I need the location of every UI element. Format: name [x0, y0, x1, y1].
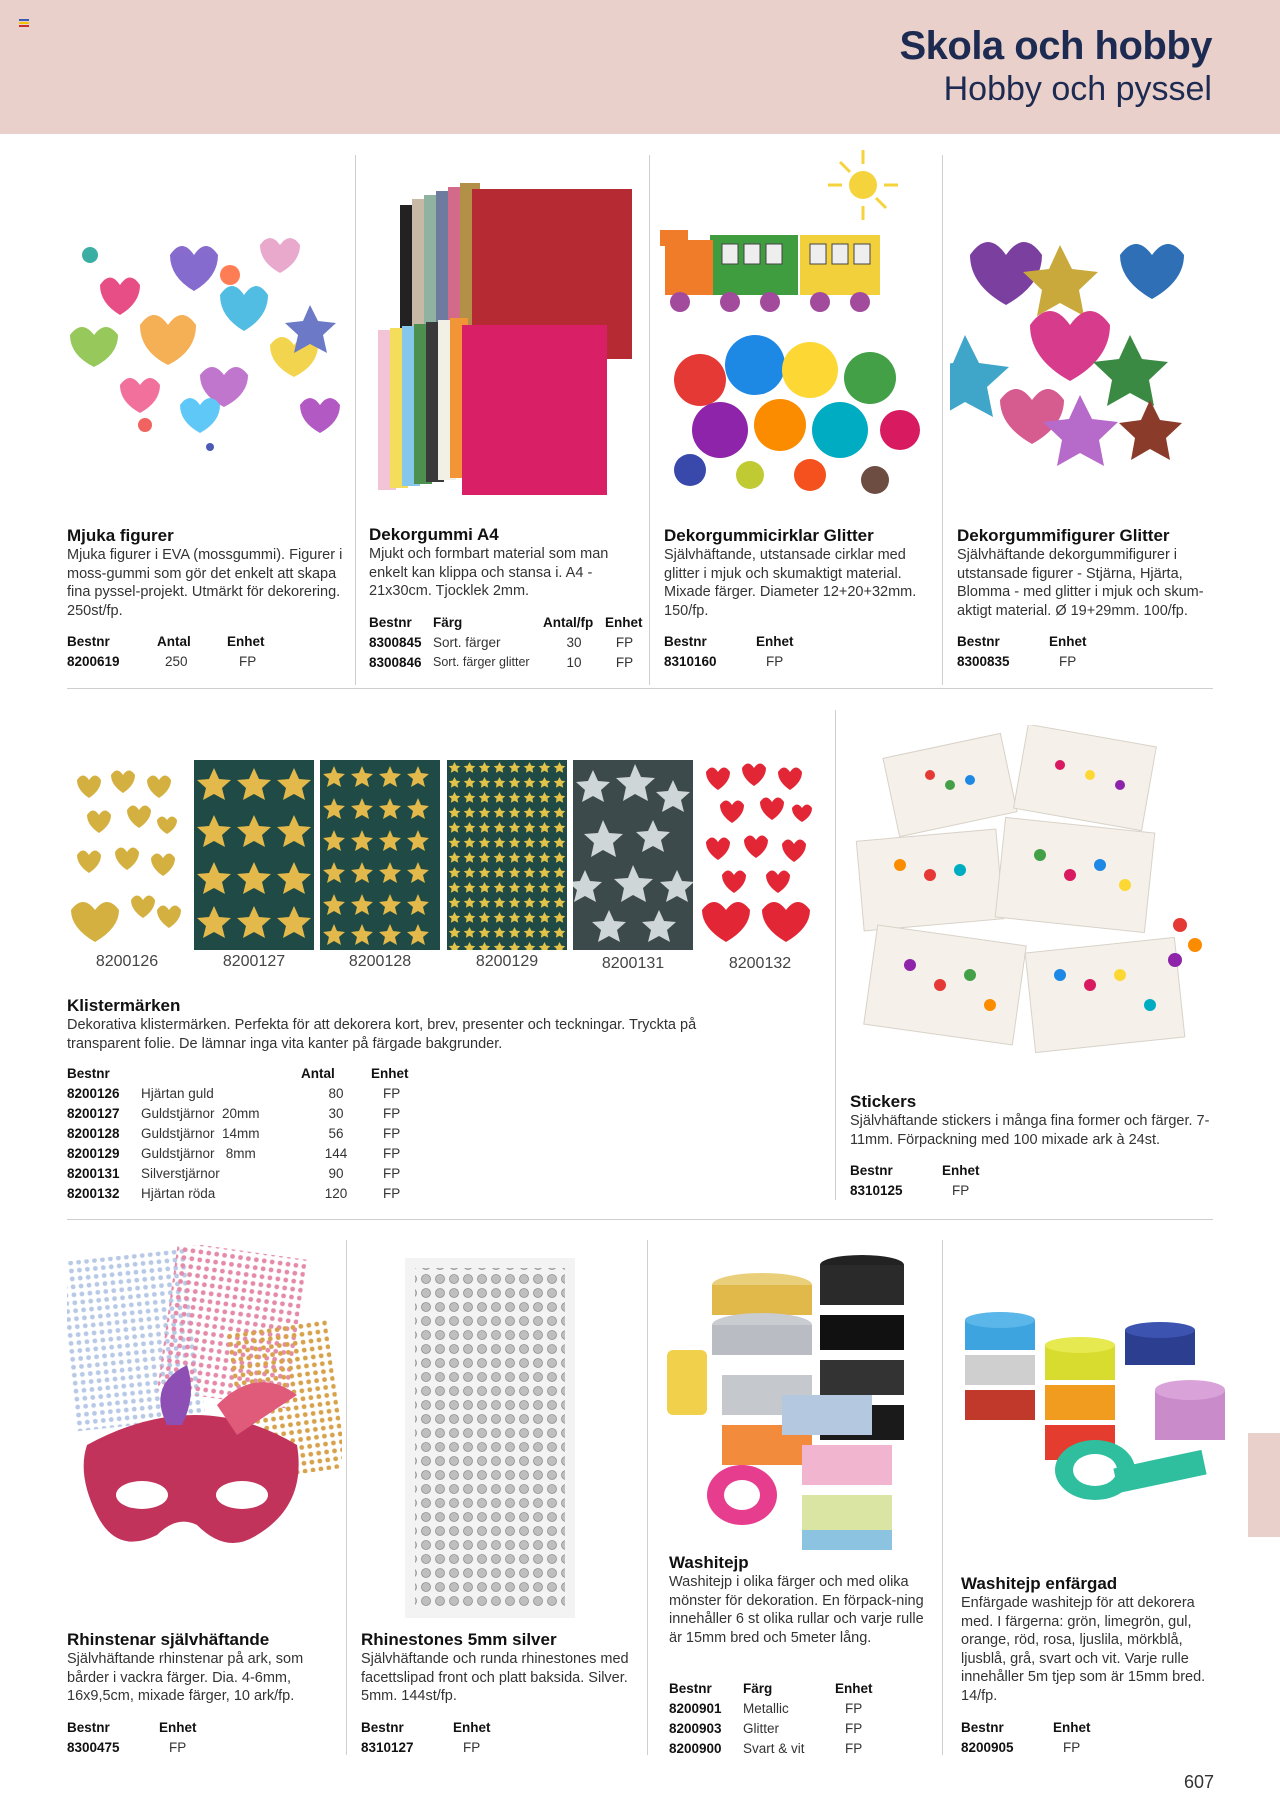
table-row: 8200905 FP — [961, 1739, 1081, 1755]
sticker-sheet-goldstars-20 — [194, 760, 314, 950]
cirklar-title: Dekorgummicirklar Glitter — [664, 526, 874, 545]
mjuka-table: Bestnr Antal Enhet 8200619 250 FP — [67, 631, 277, 671]
flag-icon — [19, 19, 29, 27]
sticker-sheet-goldstars-8 — [447, 760, 567, 950]
washi-enfargad-title: Washitejp enfärgad — [961, 1574, 1118, 1593]
dekorgummifigurer-image — [950, 225, 1200, 470]
divider — [942, 1240, 943, 1755]
sticker-sheet-hearts-red — [700, 760, 820, 950]
divider — [346, 1240, 347, 1755]
table-row: 8300475 FP — [67, 1739, 187, 1755]
figurer-glitter-title: Dekorgummifigurer Glitter — [957, 526, 1170, 545]
divider — [67, 1219, 1213, 1220]
rhinstenar-title: Rhinstenar självhäftande — [67, 1630, 270, 1649]
sticker-sheet-goldstars-14 — [320, 760, 440, 950]
stickers-image — [850, 725, 1215, 1070]
washitejp-image — [662, 1245, 927, 1555]
washi-table: Bestnr Färg Enhet 8200901 Metallic FP 8200903 Glitter FP 8200900 Svart & vit FP — [669, 1678, 889, 1758]
rhinestones-table: Bestnr Enhet 8310127 FP — [361, 1717, 521, 1757]
divider — [355, 155, 356, 685]
washi-desc: Washitejp i olika färger och med olika mönster för dekoration. En förpack-ning innehåller 6 st olika rullar och varje rulle är 15mm bred och 5meter lång. — [669, 1574, 924, 1646]
washi-enfargad-table: Bestnr Enhet 8200905 FP — [961, 1717, 1121, 1757]
divider — [835, 710, 836, 1200]
table-row: 8200129 Guldstjärnor 8mm 144 FP — [67, 1145, 401, 1161]
rhinestones-silver-image — [405, 1258, 575, 1618]
rhinstenar-image — [67, 1245, 342, 1600]
page-subtitle: Hobby och pyssel — [943, 70, 1212, 108]
washitejp-enfargad-image — [955, 1300, 1225, 1520]
stickers-title: Stickers — [850, 1092, 917, 1111]
table-row: 8310125 FP — [850, 1182, 970, 1198]
rhinstenar-desc: Självhäftande rhinstenar på ark, som bårder i vackra färger. Dia. 4-6mm, 16x9,5cm, mixade färger, 10 ark/fp. — [67, 1651, 304, 1704]
table-row: 8200131 Silverstjärnor 90 FP — [67, 1165, 401, 1181]
table-row: 8200128 Guldstjärnor 14mm 56 FP — [67, 1125, 401, 1141]
klister-title: Klistermärken — [67, 996, 181, 1015]
table-row: 8200619 250 FP — [67, 653, 257, 669]
dekorgummi-title: Dekorgummi A4 — [369, 525, 499, 544]
rhinstenar-table: Bestnr Enhet 8300475 FP — [67, 1717, 227, 1757]
mjuka-figurer-image — [60, 215, 345, 465]
dekorgummicirklar-image — [660, 140, 940, 510]
page-header — [0, 0, 1280, 134]
washi-enfargad-desc: Enfärgade washitejp för att dekorera med. I färgerna: grön, limegrön, gul, orange, röd, rosa, ljuslila, mörkblå, ljusblå, grå, svart och vit. Varje rulle innehåller 5m tjep som är 15mm bred. 14/fp. — [961, 1595, 1206, 1704]
section-tab — [1248, 1433, 1280, 1537]
sheet-label: 8200129 — [475, 953, 539, 970]
dekorgummi-desc: Mjukt och formbart material som man enkelt kan klippa och stansa i. A4 - 21x30cm. Tjocklek 2mm. — [369, 546, 609, 599]
cirklar-desc: Självhäftande, utstansade cirklar med glitter i mjuk och skumaktigt material. Mixade färger. Diameter 12+20+32mm. 150/fp. — [664, 547, 917, 619]
table-row: 8200901 Metallic FP — [669, 1700, 863, 1716]
page-title: Skola och hobby — [899, 24, 1212, 68]
sheet-label: 8200132 — [728, 955, 792, 972]
table-row: 8300846 Sort. färger glitter 10 FP — [369, 654, 634, 670]
table-row: 8200132 Hjärtan röda 120 FP — [67, 1185, 401, 1201]
sheet-label: 8200131 — [601, 955, 665, 972]
figurer-glitter-table: Bestnr Enhet 8300835 FP — [957, 631, 1117, 671]
cirklar-table: Bestnr Enhet 8310160 FP — [664, 631, 824, 671]
table-row: 8200900 Svart & vit FP — [669, 1740, 863, 1756]
sheet-label: 8200126 — [95, 953, 159, 970]
klister-desc: Dekorativa klistermärken. Perfekta för att dekorera kort, brev, presenter och teckningar. Tryckta på transparent folie. De lämnar inga vita kanter på färgade bakgrunder. — [67, 1017, 697, 1052]
divider — [942, 155, 943, 685]
mjuka-desc: Mjuka figurer i EVA (mossgummi). Figurer i moss-gummi som gör det enkelt att skapa fina pyssel-projekt. Utmärkt för dekorering. 250st/fp. — [67, 547, 343, 619]
washi-title: Washitejp — [669, 1553, 749, 1572]
sticker-sheet-hearts-gold — [67, 760, 187, 950]
sheet-label: 8200127 — [222, 953, 286, 970]
table-row: 8300845 Sort. färger 30 FP — [369, 634, 634, 650]
divider — [649, 155, 650, 685]
table-row: 8310160 FP — [664, 653, 784, 669]
figurer-glitter-desc: Självhäftande dekorgummifigurer i utstansade figurer - Stjärna, Hjärta, Blomma - med glitter i mjuk och skum-aktigt material. Ø 19+29mm. 100/fp. — [957, 547, 1204, 619]
stickers-table: Bestnr Enhet 8310125 FP — [850, 1160, 1010, 1200]
klister-table: Bestnr Antal Enhet 8200126 Hjärtan guld 80 FP 8200127 Guldstjärnor 20mm 30 FP 8200128 Guldstjärnor 14mm 56 FP 8200129 Guldstjärnor 8mm 144 FP 8200131 Silverstjärnor 90 FP 8200132 Hjärtan röda 120 FP — [67, 1063, 427, 1203]
sheet-label: 8200128 — [348, 953, 412, 970]
divider — [67, 688, 1213, 689]
dekorgummi-table: Bestnr Färg Antal/fp Enhet 8300845 Sort. färger 30 FP 8300846 Sort. färger glitter 10 FP — [369, 612, 644, 672]
table-row: 8200127 Guldstjärnor 20mm 30 FP — [67, 1105, 401, 1121]
dekorgummi-a4-image — [370, 175, 635, 510]
table-row: 8310127 FP — [361, 1739, 481, 1755]
mjuka-title: Mjuka figurer — [67, 526, 174, 545]
table-row: 8200903 Glitter FP — [669, 1720, 863, 1736]
rhinestones-desc: Självhäftande och runda rhinestones med facettslipad front och platt baksida. Silver. 5mm. 144st/fp. — [361, 1651, 629, 1704]
stickers-desc: Självhäftande stickers i många fina former och färger. 7-11mm. Förpackning med 100 mixade ark à 24st. — [850, 1113, 1210, 1148]
table-row: 8300835 FP — [957, 653, 1077, 669]
sticker-sheet-silverstars — [573, 760, 693, 950]
page-number: 607 — [1183, 1772, 1214, 1792]
rhinestones-title: Rhinestones 5mm silver — [361, 1630, 557, 1649]
divider — [647, 1240, 648, 1755]
table-row: 8200126 Hjärtan guld 80 FP — [67, 1085, 401, 1101]
